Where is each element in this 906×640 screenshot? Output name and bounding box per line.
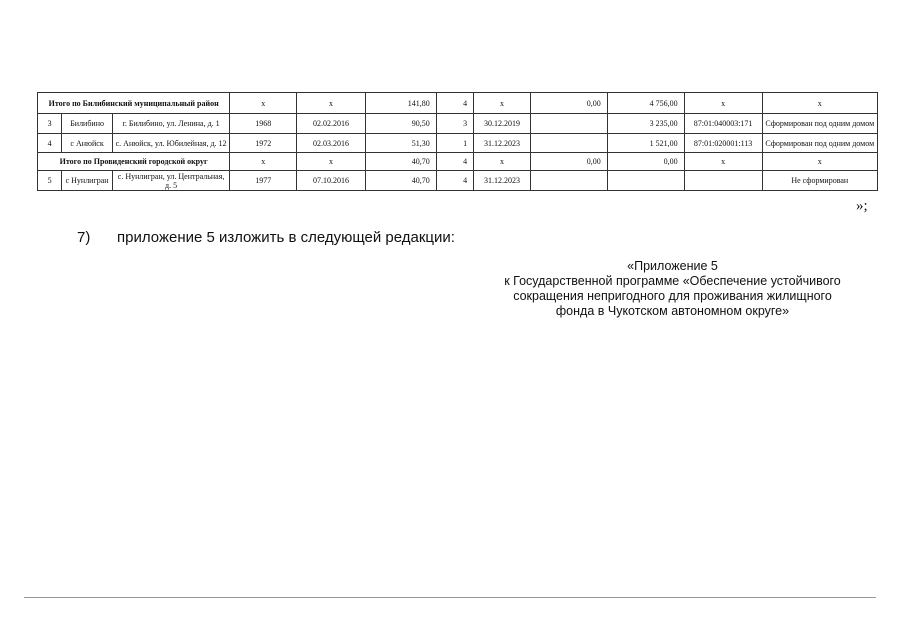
appendix-line: к Государственной программе «Обеспечение устойчивого	[504, 274, 841, 288]
table-cell: 3	[38, 114, 62, 134]
table-cell: 4	[436, 153, 473, 171]
table-row	[38, 171, 878, 191]
appendix-title: «Приложение 5	[627, 259, 718, 273]
table-cell: 1977	[230, 171, 297, 191]
table-cell	[684, 171, 762, 191]
table-cell: с. Анюйск, ул. Юбилейная, д. 12	[112, 134, 229, 153]
table-cell	[530, 114, 607, 134]
table-cell: x	[474, 93, 531, 114]
table-cell: 1972	[230, 134, 297, 153]
table-cell: 3 235,00	[607, 114, 684, 134]
appendix-line: сокращения непригодного для проживания жилищного	[513, 289, 832, 303]
table-cell: 1	[436, 134, 473, 153]
table-cell: 90,50	[365, 114, 436, 134]
table-cell: x	[762, 93, 877, 114]
table-cell: 87:01:040003:171	[684, 114, 762, 134]
table-cell: x	[684, 153, 762, 171]
housing-table	[37, 92, 878, 191]
table-cell: Билибино	[62, 114, 113, 134]
table-cell: 4 756,00	[607, 93, 684, 114]
table-cell: x	[297, 153, 366, 171]
table-cell: x	[297, 93, 366, 114]
table-cell: 40,70	[365, 153, 436, 171]
item-number: 7)	[77, 229, 91, 246]
table-cell: 07.10.2016	[297, 171, 366, 191]
table-cell: 4	[38, 134, 62, 153]
table-cell: 3	[436, 114, 473, 134]
table-cell: 1968	[230, 114, 297, 134]
table-cell: 1 521,00	[607, 134, 684, 153]
table-cell	[530, 171, 607, 191]
table-cell: x	[230, 93, 297, 114]
table-cell: 0,00	[530, 153, 607, 171]
table-cell: x	[684, 93, 762, 114]
table-cell: 30.12.2019	[474, 114, 531, 134]
appendix-line: фонда в Чукотском автономном округе»	[555, 304, 790, 318]
table-cell: г. Билибино, ул. Ленина, д. 1	[112, 114, 229, 134]
table-cell: 51,30	[365, 134, 436, 153]
table-row	[38, 114, 878, 134]
table-cell: 0,00	[530, 93, 607, 114]
appendix-heading	[500, 259, 845, 319]
table-cell: 0,00	[607, 153, 684, 171]
table-row	[38, 153, 878, 171]
table-cell: Сформирован под одним домом	[762, 114, 877, 134]
table-cell: Не сформирован	[762, 171, 877, 191]
table-cell: 87:01:020001:113	[684, 134, 762, 153]
table-row	[38, 93, 878, 114]
table-cell: с Нунлигран	[62, 171, 113, 191]
table-cell: с Анюйск	[62, 134, 113, 153]
table-cell: x	[762, 153, 877, 171]
table-cell	[530, 134, 607, 153]
table-cell: x	[474, 153, 531, 171]
table-cell: 40,70	[365, 171, 436, 191]
table-row	[38, 134, 878, 153]
table-cell: x	[230, 153, 297, 171]
table-cell: 02.03.2016	[297, 134, 366, 153]
table-cell: Итого по Провиденский городской округ	[38, 153, 230, 171]
footer-divider	[24, 597, 876, 598]
table-cell: 31.12.2023	[474, 134, 531, 153]
table-cell: 02.02.2016	[297, 114, 366, 134]
table-cell: с. Нунлигран, ул. Центральная, д. 5	[112, 171, 229, 191]
table-cell: 31.12.2023	[474, 171, 531, 191]
table-cell: Итого по Билибинский муниципальный район	[38, 93, 230, 114]
table-cell: 4	[436, 93, 473, 114]
table-cell: 141,80	[365, 93, 436, 114]
table-cell: 5	[38, 171, 62, 191]
table-cell: 4	[436, 171, 473, 191]
table-cell	[607, 171, 684, 191]
item-text: приложение 5 изложить в следующей редакции:	[117, 229, 455, 246]
table-cell: Сформирован под одним домом	[762, 134, 877, 153]
list-item-7	[77, 229, 455, 246]
closing-quote: »;	[856, 198, 868, 214]
